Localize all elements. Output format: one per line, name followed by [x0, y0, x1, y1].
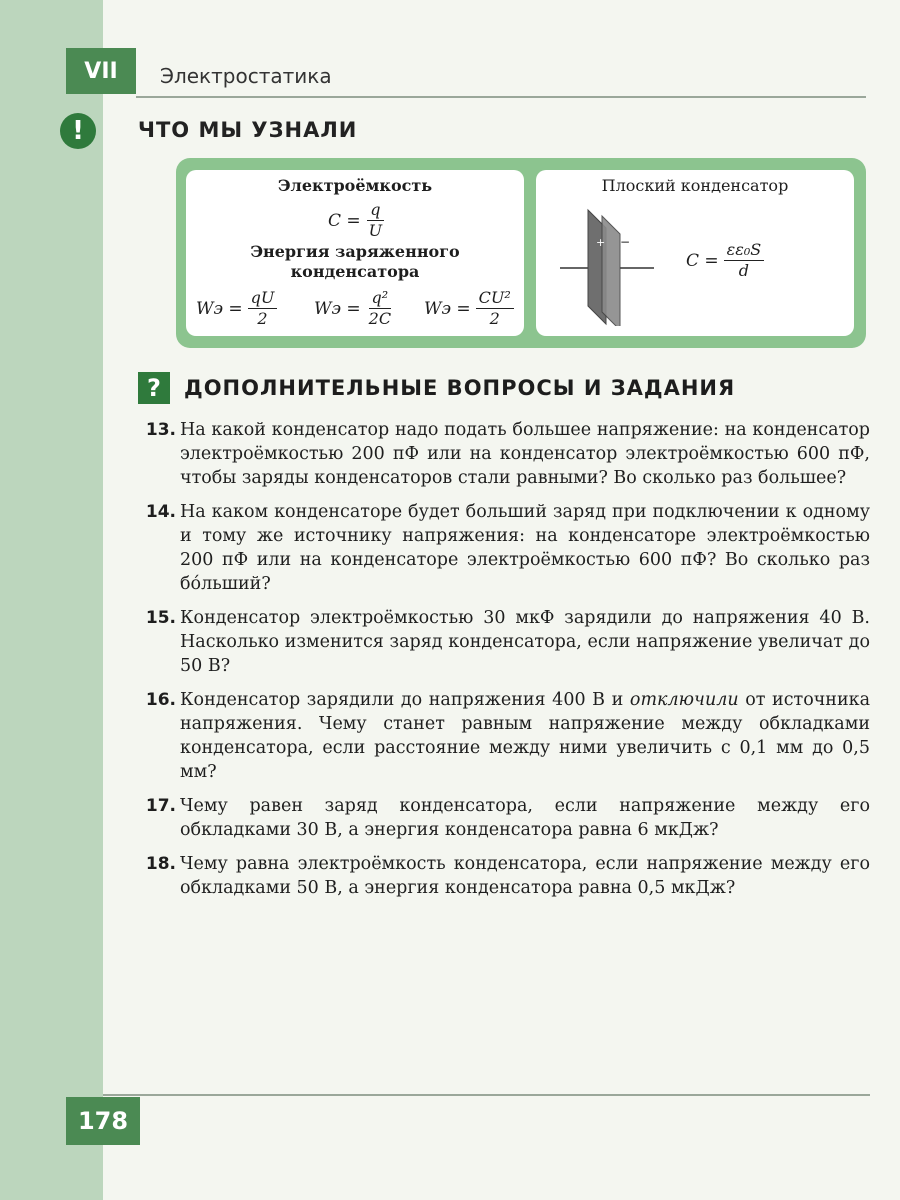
fraction-denominator: U	[368, 221, 383, 240]
capacitance-formula	[328, 200, 385, 241]
question-item	[130, 606, 870, 678]
formula-lhs: C =	[686, 250, 719, 271]
question-text: Конденсатор электроёмкостью 30 мкФ зарядили до напряжения 40 В. Насколько изменится заряд конденсатора, если напряжение увеличат до 50 В?	[180, 608, 870, 676]
question-number: 17.	[145, 796, 176, 816]
chapter-title: Электростатика	[160, 64, 332, 88]
questions-list	[130, 418, 870, 910]
question-item	[130, 500, 870, 596]
plate-capacitor-diagram-icon	[558, 206, 658, 326]
question-number: 18.	[145, 854, 176, 874]
fraction	[366, 200, 385, 241]
question-number: 14.	[145, 502, 176, 522]
fraction-numerator: εε₀S	[724, 240, 765, 261]
fraction	[366, 288, 394, 329]
fraction-numerator: q	[367, 200, 383, 221]
question-text: На какой конденсатор надо подать большее напряжение: на конденсатор электроёмкостью 200 пФ или на конденсатор электроёмкостью 600 пФ, чтобы заряды конденсаторов стали равными? Во сколько раз большее?	[180, 420, 870, 488]
question-item	[130, 418, 870, 490]
fraction	[476, 288, 514, 329]
fraction-numerator: qU	[248, 288, 278, 309]
question-item	[130, 688, 870, 784]
question-text: На каком конденсаторе будет больший заряд при подключении к одному и тому же источнику напряжения: на конденсаторе электроёмкостью 200 пФ или на конденсаторе электроёмкостью 600 пФ? Во сколько раз бóльший?	[180, 502, 870, 594]
formula-lhs: Wэ =	[424, 298, 471, 319]
questions-heading: ДОПОЛНИТЕЛЬНЫЕ ВОПРОСЫ И ЗАДАНИЯ	[184, 376, 736, 400]
header-divider	[136, 96, 866, 98]
question-text-part: Конденсатор зарядили до напряжения 400 В и	[180, 690, 630, 710]
plus-label: +	[596, 236, 606, 249]
question-text-part: от источника напряжения. Чему станет равным напряжение между обкладками конденсатора, если расстояние между ними увеличить с 0,1 мм до 0,5 мм?	[180, 690, 870, 782]
question-mark-icon: ?	[138, 372, 170, 404]
question-text: Чему равна электроёмкость конденсатора, если напряжение между его обкладками 50 В, а энергия конденсатора равна 0,5 мкДж?	[180, 854, 870, 898]
question-item	[130, 852, 870, 900]
plate-capacitance-formula	[686, 240, 764, 281]
formula-lhs: Wэ =	[314, 298, 361, 319]
exclamation-icon: !	[60, 113, 96, 149]
energy-title-line1: Энергия заряженного	[250, 242, 460, 261]
footer-divider	[103, 1094, 870, 1096]
fraction-denominator: 2C	[368, 309, 392, 328]
fraction	[724, 240, 765, 281]
chapter-number-tab: VII	[66, 48, 136, 94]
question-text	[176, 688, 870, 784]
question-text: Чему равен заряд конденсатора, если напряжение между его обкладками 30 В, а энергия конденсатора равна 6 мкДж?	[180, 796, 870, 840]
plate-capacitor-title: Плоский конденсатор	[601, 176, 789, 195]
plate-capacitor-panel	[536, 170, 854, 336]
energy-formula-qu	[196, 288, 277, 329]
formula-lhs: C =	[328, 210, 361, 231]
question-number: 16.	[145, 690, 176, 710]
energy-formula-cu2	[424, 288, 514, 329]
summary-heading: ЧТО МЫ УЗНАЛИ	[138, 118, 358, 142]
energy-formula-q2c	[314, 288, 394, 329]
question-text-emphasis: отключили	[629, 690, 739, 710]
formulas-panel	[186, 170, 524, 336]
formula-lhs: Wэ =	[196, 298, 243, 319]
question-number: 15.	[145, 608, 176, 628]
page-number: 178	[66, 1097, 140, 1145]
minus-label: −	[620, 235, 631, 249]
fraction-numerator: CU²	[476, 288, 514, 309]
energy-title-line2: конденсатора	[290, 262, 420, 281]
question-item	[130, 794, 870, 842]
capacitance-title: Электроёмкость	[277, 176, 433, 195]
fraction-denominator: 2	[257, 309, 268, 328]
side-margin-strip	[0, 0, 103, 1200]
fraction-numerator: q²	[369, 288, 392, 309]
fraction-denominator: d	[738, 261, 750, 280]
right-plate	[602, 216, 620, 326]
fraction-denominator: 2	[489, 309, 500, 328]
question-number: 13.	[145, 420, 176, 440]
summary-box	[176, 158, 866, 348]
fraction	[248, 288, 278, 329]
